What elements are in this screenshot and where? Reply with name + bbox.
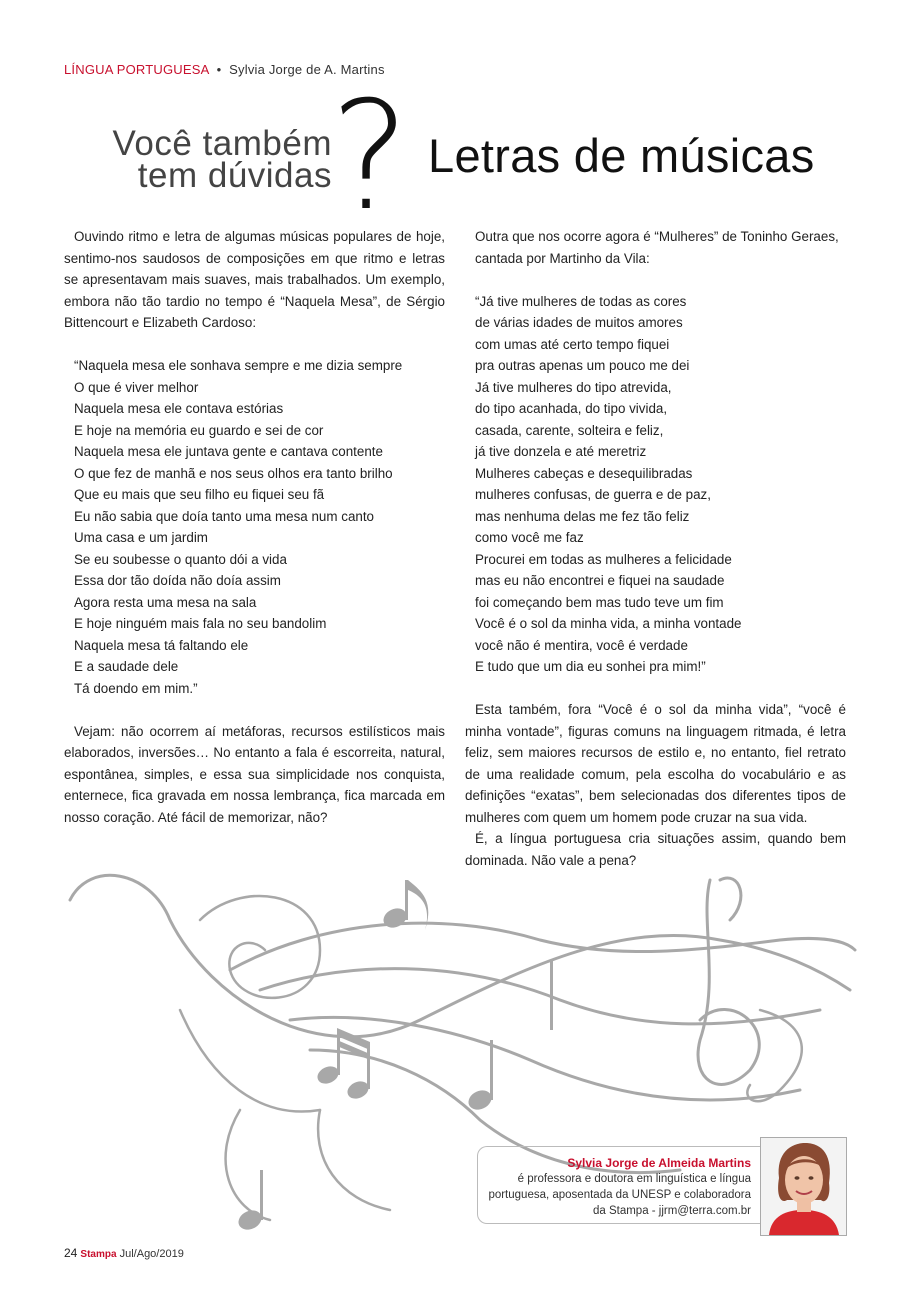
right-verse-line: casada, carente, solteira e feliz,	[475, 422, 664, 438]
bio-line-1: é professora e doutora em linguística e língua	[517, 1173, 751, 1185]
bio-name: Sylvia Jorge de Almeida Martins	[567, 1156, 751, 1170]
right-verse-line: foi começando bem mas tudo teve um fim	[475, 594, 724, 610]
right-verse-line: com umas até certo tempo fiquei	[475, 336, 670, 352]
left-verse-line: Essa dor tão doída não doía assim	[74, 573, 281, 588]
left-verse-line: Agora resta uma mesa na sala	[74, 594, 257, 610]
right-verse-line: “Já tive mulheres de todas as cores	[475, 293, 687, 309]
author-bio-box	[477, 1146, 761, 1224]
magazine-name: Stampa	[80, 1249, 117, 1260]
right-verse-line: Mulheres cabeças e desequilibradas	[475, 465, 693, 481]
section-label: LÍNGUA PORTUGUESA	[64, 62, 209, 77]
right-verse-line: como você me faz	[475, 530, 584, 545]
right-verse-line: Procurei em todas as mulheres a felicidade	[475, 551, 732, 567]
header-author: Sylvia Jorge de A. Martins	[229, 62, 385, 77]
issue-date: Jul/Ago/2019	[119, 1248, 184, 1260]
right-verse-line: pra outras apenas um pouco me dei	[475, 358, 690, 373]
right-comment-paragraph: Esta também, fora “Você é o sol da minha vida”, “você é minha vontade”, figuras comuns na linguagem ritmada, é letra feliz, sem maiores recursos de estilo e, no entanto, fiel retrato de uma realidade comum, pela escolha do vocabulário e as definições “exatas”, bem selecionadas dos diferentes tipos de mulheres com quem um homem pode cruzar na sua vida.	[465, 702, 846, 825]
question-mark: ?	[330, 70, 410, 244]
left-verse-line: E hoje na memória eu guardo e sei de cor	[74, 422, 324, 438]
left-verse-block	[64, 355, 445, 699]
left-intro-paragraph: Ouvindo ritmo e letra de algumas músicas populares de hoje, sentimo-nos saudosos de composições em que ritmo e letras se apresentavam mais suaves, mais trabalhados. Um exemplo, embora não tão tardio no tempo é “Naquela Mesa”, de Sérgio Bittencourt e Elizabeth Cardoso:	[64, 229, 445, 330]
page-footer	[64, 1246, 184, 1260]
right-verse-line: do tipo acanhada, do tipo vivida,	[475, 401, 668, 416]
left-verse-line: Uma casa e um jardim	[74, 530, 208, 545]
right-intro-paragraph: Outra que nos ocorre agora é “Mulheres” de Toninho Geraes, cantada por Martinho da Vila:	[475, 229, 839, 266]
left-verse-line: Eu não sabia que doía tanto uma mesa num canto	[74, 508, 375, 524]
left-verse-line: Naquela mesa ele contava estórias	[74, 401, 284, 416]
right-verse-line: já tive donzela e até meretriz	[475, 444, 647, 459]
left-verse-line: Naquela mesa tá faltando ele	[74, 637, 249, 653]
right-verse-line: você não é mentira, você é verdade	[475, 637, 688, 653]
column-title-line2: tem dúvidas	[137, 156, 332, 195]
right-verse-line: mas nenhuma delas me fez tão feliz	[475, 508, 690, 524]
bio-line-2: portuguesa, aposentada da UNESP e colaboradora	[488, 1189, 751, 1201]
column-title-line1: Você também	[112, 124, 332, 163]
left-verse-line: E hoje ninguém mais fala no seu bandolim	[74, 616, 327, 631]
right-closing-paragraph: É, a língua portuguesa cria situações assim, quando bem dominada. Não vale a pena?	[465, 831, 846, 868]
header-separator: •	[216, 62, 222, 77]
right-verse-line: E tudo que um dia eu sonhei pra mim!”	[475, 659, 706, 674]
left-verse-line: O que é viver melhor	[74, 379, 199, 395]
left-verse-line: Que eu mais que seu filho eu fiquei seu fã	[74, 487, 325, 502]
left-verse-line: E a saudade dele	[74, 659, 179, 674]
bio-line-3: da Stampa - jjrm@terra.com.br	[592, 1205, 751, 1217]
left-verse-line: O que fez de manhã e nos seus olhos era tanto brilho	[74, 465, 393, 481]
right-verse-line: mulheres confusas, de guerra e de paz,	[475, 487, 711, 502]
page-number: 24	[64, 1246, 78, 1260]
author-photo	[760, 1137, 847, 1236]
right-verse-line: mas eu não encontrei e fiquei na saudade	[475, 573, 725, 588]
left-verse-line: Tá doendo em mim.”	[74, 680, 198, 696]
right-verse-line: de várias idades de muitos amores	[475, 315, 683, 330]
left-column	[64, 226, 445, 828]
article-title: Letras de músicas	[428, 129, 815, 182]
column-title	[92, 124, 332, 195]
right-verse-line: Você é o sol da minha vida, a minha vontade	[475, 616, 742, 631]
left-verse-line: Naquela mesa ele juntava gente e cantava contente	[74, 444, 383, 459]
left-verse-line: “Naquela mesa ele sonhava sempre e me dizia sempre	[74, 358, 403, 373]
right-column	[465, 226, 846, 871]
left-comment-paragraph: Vejam: não ocorrem aí metáforas, recursos estilísticos mais elaborados, inversões… No entanto a fala é escorreita, natural, espontânea, simples, e essa sua simplicidade nos conquista, enternece, fica gravada em nossa lembrança, fica marcada em nosso coração. Até fácil de memorizar, não?	[64, 723, 445, 825]
right-verse-block	[465, 291, 846, 678]
left-verse-line: Se eu soubesse o quanto dói a vida	[74, 551, 287, 567]
right-verse-line: Já tive mulheres do tipo atrevida,	[475, 379, 672, 395]
